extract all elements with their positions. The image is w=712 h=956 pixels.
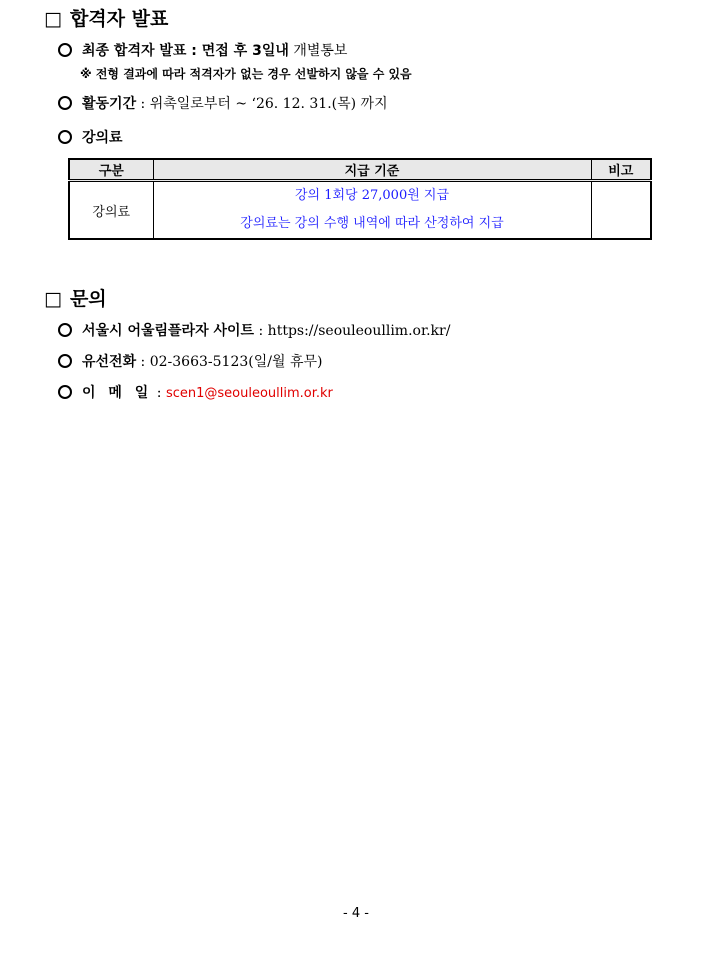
cell-category: 강의료 (69, 181, 153, 240)
phone-value: 02-3663-5123(일/월 휴무) (149, 354, 323, 370)
table-header-row (69, 159, 651, 181)
circle-bullet-icon (58, 130, 72, 144)
item-label: 최종 합격자 발표 : 면접 후 3일내 (82, 43, 289, 59)
header-criteria: 지급 기준 (153, 159, 591, 181)
item-value: 위촉일로부터 ~ ‘26. 12. 31.(목) 까지 (149, 96, 388, 112)
cell-criteria (153, 181, 591, 240)
circle-bullet-icon (58, 323, 72, 337)
item-label: 강의료 (82, 130, 123, 146)
section-title: 합격자 발표 (69, 8, 169, 30)
item-separator: : (254, 323, 268, 339)
cell-remark (591, 181, 651, 240)
header-category: 구분 (69, 159, 153, 181)
circle-bullet-icon (58, 354, 72, 368)
selection-note: ※ 전형 결과에 따라 적격자가 없는 경우 선발하지 않을 수 있음 (80, 67, 412, 81)
list-item-phone (58, 351, 322, 371)
list-item-email (58, 382, 333, 402)
item-label: 유선전화 (82, 354, 137, 370)
circle-bullet-icon (58, 96, 72, 110)
circle-bullet-icon (58, 385, 72, 399)
list-item-activity-period (58, 93, 388, 113)
website-link[interactable]: https://seouleoullim.or.kr/ (267, 323, 451, 339)
header-remark: 비고 (591, 159, 651, 181)
section-heading-inquiry (44, 284, 107, 311)
list-item-website (58, 320, 450, 340)
email-link[interactable]: scen1@seouleoullim.or.kr (165, 386, 333, 401)
list-item-final-announcement (58, 40, 347, 60)
item-label: 서울시 어울림플라자 사이트 (82, 323, 255, 339)
item-label: 이 메 일 (82, 385, 153, 401)
criteria-line: 강의료는 강의 수행 내역에 따라 산정하여 지급 (240, 216, 504, 231)
item-value: 개별통보 (288, 43, 348, 59)
circle-bullet-icon (58, 43, 72, 57)
table-row (69, 181, 651, 240)
list-item-lecture-fee (58, 127, 123, 147)
criteria-line: 강의 1회당 27,000원 지급 (294, 188, 450, 203)
item-separator: : (152, 385, 166, 401)
square-bullet-icon: □ (44, 288, 62, 310)
fee-table (68, 158, 652, 240)
section-title: 문의 (69, 288, 107, 310)
square-bullet-icon: □ (44, 8, 62, 30)
item-label: 활동기간 (82, 96, 137, 112)
section-heading-results (44, 4, 168, 31)
page-number: - 4 - (343, 906, 369, 921)
item-separator: : (136, 96, 150, 112)
item-separator: : (136, 354, 150, 370)
